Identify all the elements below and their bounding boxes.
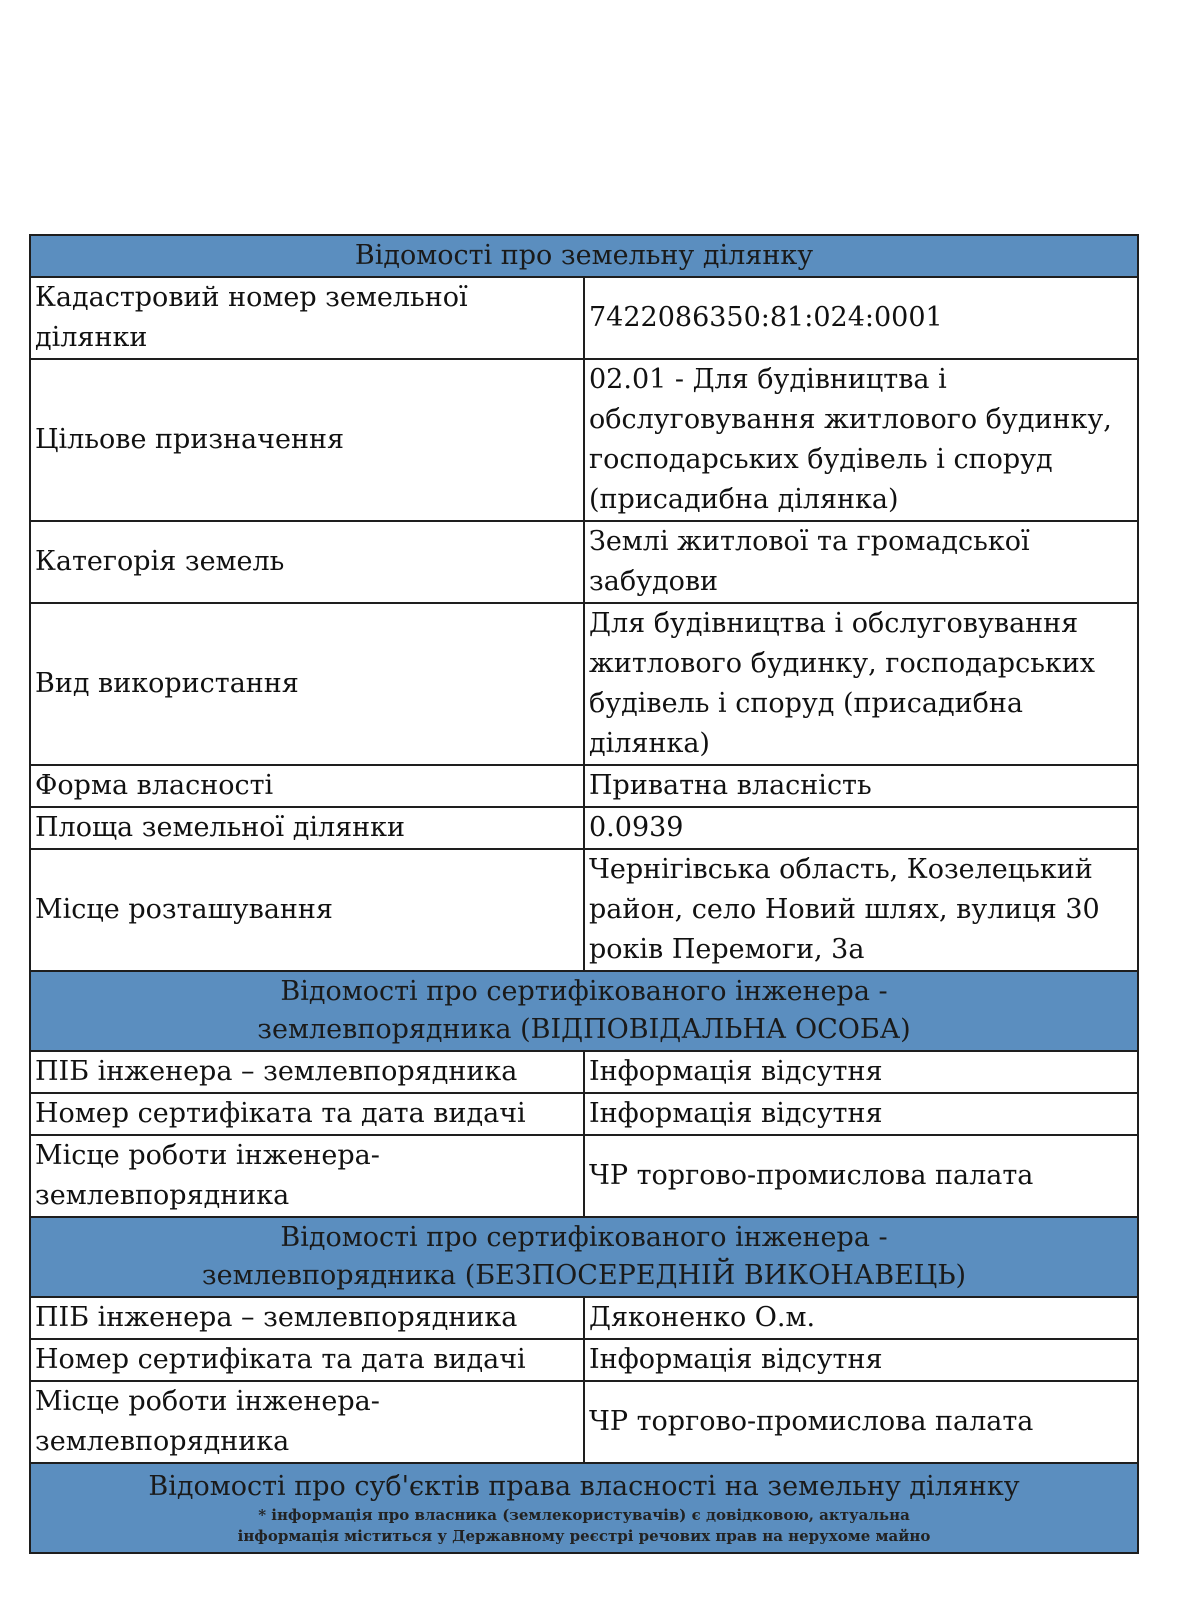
section-header-land: [30, 235, 1138, 277]
exec-name-label: ПІБ інженера – землевпорядника: [30, 1297, 584, 1339]
usage-label: Вид використання: [30, 603, 584, 765]
exec-name-value: Дяконенко О.м.: [584, 1297, 1138, 1339]
exec-certificate-label: Номер сертифіката та дата видачі: [30, 1339, 584, 1381]
table-row-usage: [30, 603, 1138, 765]
resp-workplace-value: ЧР торгово-промислова палата: [584, 1135, 1138, 1217]
resp-name-label: ПІБ інженера – землевпорядника: [30, 1051, 584, 1093]
section-header-engineer-responsible: [30, 971, 1138, 1051]
area-value: 0.0939: [584, 807, 1138, 849]
cadastral-value: 7422086350:81:024:0001: [584, 277, 1138, 359]
owners-header-cell: [30, 1463, 1138, 1553]
table-row-resp-name: [30, 1051, 1138, 1093]
owners-header: Відомості про суб'єктів права власності на земельну ділянку: [148, 1471, 1020, 1502]
table-row-resp-certificate: [30, 1093, 1138, 1135]
resp-workplace-label: Місце роботи інженера- землевпорядника: [30, 1135, 584, 1217]
table-row-purpose: [30, 359, 1138, 521]
land-header: Відомості про земельну ділянку: [30, 235, 1138, 277]
table-row-ownership: [30, 765, 1138, 807]
table-row-resp-workplace: [30, 1135, 1138, 1217]
table-row-category: [30, 521, 1138, 603]
table-row-location: [30, 849, 1138, 971]
owners-note-line2: інформація міститься у Державному реєстрі речових прав на нерухоме майно: [237, 1527, 931, 1545]
exec-certificate-value: Інформація відсутня: [584, 1339, 1138, 1381]
engineer-responsible-header: [30, 971, 1138, 1051]
owners-note-line1: * інформація про власника (землекористувачів) є довідковою, актуальна: [258, 1506, 910, 1524]
engineer-executor-header: [30, 1217, 1138, 1297]
ownership-label: Форма власності: [30, 765, 584, 807]
location-label: Місце розташування: [30, 849, 584, 971]
engineer-responsible-header-line1: Відомості про сертифікованого інженера -: [280, 976, 888, 1007]
location-value: Чернігівська область, Козелецький район, село Новий шлях, вулиця 30 років Перемоги, 3а: [584, 849, 1138, 971]
cadastral-label: Кадастровий номер земельної ділянки: [30, 277, 584, 359]
ownership-value: Приватна власність: [584, 765, 1138, 807]
engineer-executor-header-line2: землевпорядника (БЕЗПОСЕРЕДНІЙ ВИКОНАВЕЦЬ): [201, 1260, 967, 1291]
section-header-engineer-executor: [30, 1217, 1138, 1297]
exec-workplace-value: ЧР торгово-промислова палата: [584, 1381, 1138, 1463]
resp-certificate-value: Інформація відсутня: [584, 1093, 1138, 1135]
table-row-exec-name: [30, 1297, 1138, 1339]
land-info-table: [29, 234, 1139, 1554]
category-value: Землі житлової та громадської забудови: [584, 521, 1138, 603]
table-row-cadastral: [30, 277, 1138, 359]
purpose-label: Цільове призначення: [30, 359, 584, 521]
section-header-owners: [30, 1463, 1138, 1553]
usage-value: Для будівництва і обслуговування житлового будинку, господарських будівель і споруд (присадибна ділянка): [584, 603, 1138, 765]
resp-name-value: Інформація відсутня: [584, 1051, 1138, 1093]
purpose-value: 02.01 - Для будівництва і обслуговування житлового будинку, господарських будівель і споруд (присадибна ділянка): [584, 359, 1138, 521]
resp-certificate-label: Номер сертифіката та дата видачі: [30, 1093, 584, 1135]
table-row-area: [30, 807, 1138, 849]
engineer-responsible-header-line2: землевпорядника (ВІДПОВІДАЛЬНА ОСОБА): [257, 1014, 911, 1045]
table-row-exec-certificate: [30, 1339, 1138, 1381]
exec-workplace-label: Місце роботи інженера- землевпорядника: [30, 1381, 584, 1463]
category-label: Категорія земель: [30, 521, 584, 603]
table-row-exec-workplace: [30, 1381, 1138, 1463]
area-label: Площа земельної ділянки: [30, 807, 584, 849]
engineer-executor-header-line1: Відомості про сертифікованого інженера -: [280, 1222, 888, 1253]
